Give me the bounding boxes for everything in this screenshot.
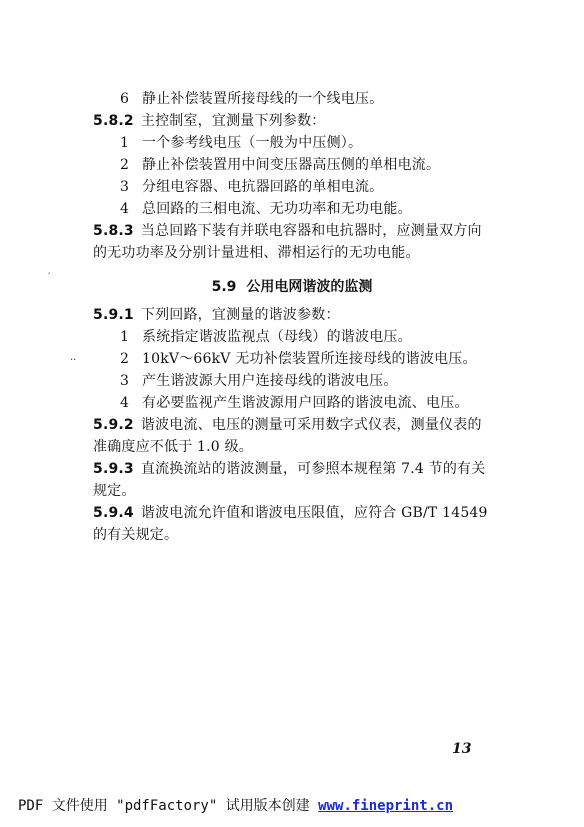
list-item — [120, 329, 530, 345]
item-number: 2 — [120, 157, 130, 173]
clause-number: 5.8.2 — [93, 113, 134, 129]
list-item — [120, 179, 530, 195]
item-number: 3 — [120, 179, 130, 195]
list-item — [120, 201, 530, 217]
clause-continuation — [93, 439, 503, 455]
item-text: 系统指定谐波监视点（母线）的谐波电压。 — [142, 329, 412, 345]
clause-text: 规定。 — [93, 483, 136, 499]
list-item — [120, 157, 530, 173]
item-number: 6 — [120, 91, 130, 107]
clause-text: 谐波电流允许值和谐波电压限值，应符合 GB/T 14549 — [140, 505, 488, 521]
item-number: 4 — [120, 395, 130, 411]
list-item — [120, 395, 530, 411]
item-text: 产生谐波源大用户连接母线的谐波电压。 — [142, 373, 398, 389]
clause-text: 下列回路，宜测量的谐波参数： — [140, 307, 340, 323]
clause-text: 的有关规定。 — [93, 527, 179, 543]
list-item — [120, 351, 530, 367]
item-text: 分组电容器、电抗器回路的单相电流。 — [142, 179, 384, 195]
item-number: 3 — [120, 373, 130, 389]
item-number: 1 — [120, 329, 130, 345]
clause-5-9-3 — [93, 461, 503, 477]
clause-number: 5.9.4 — [93, 505, 134, 521]
section-number: 5.9 — [211, 279, 237, 295]
stray-mark: ·· — [70, 355, 77, 366]
item-text: 静止补偿装置用中间变压器高压侧的单相电流。 — [142, 157, 441, 173]
clause-5-8-3 — [93, 223, 503, 239]
item-text: 有必要监视产生谐波源用户回路的谐波电流、电压。 — [142, 395, 469, 411]
clause-number: 5.8.3 — [93, 223, 134, 239]
clause-text: 的无功功率及分别计量进相、滞相运行的无功电能。 — [93, 245, 420, 261]
section-heading — [0, 279, 584, 295]
clause-text: 主控制室，宜测量下列参数： — [140, 113, 326, 129]
item-text: 一个参考线电压（一般为中压侧）。 — [142, 135, 363, 151]
pdf-footer — [18, 795, 453, 815]
clause-number: 5.9.3 — [93, 461, 134, 477]
clause-continuation — [93, 483, 503, 499]
section-title: 公用电网谐波的监测 — [246, 279, 373, 295]
list-item — [120, 91, 530, 107]
clause-5-9-4 — [93, 505, 503, 521]
clause-text: 准确度应不低于 1.0 级。 — [93, 439, 253, 455]
list-item — [120, 135, 530, 151]
clause-continuation — [93, 245, 503, 261]
list-item — [120, 373, 530, 389]
clause-5-9-2 — [93, 417, 503, 433]
clause-text: 当总回路下装有并联电容器和电抗器时，应测量双方向 — [140, 223, 482, 239]
clause-text: 直流换流站的谐波测量，可参照本规程第 7.4 节的有关 — [140, 461, 486, 477]
stray-mark: ′ — [48, 272, 51, 283]
clause-number: 5.9.2 — [93, 417, 134, 433]
item-number: 4 — [120, 201, 130, 217]
clause-text: 谐波电流、电压的测量可采用数字式仪表，测量仪表的 — [140, 417, 482, 433]
item-text: 静止补偿装置所接母线的一个线电压。 — [142, 91, 384, 107]
footer-link[interactable]: www.fineprint.cn — [318, 798, 454, 814]
footer-text: PDF 文件使用 "pdfFactory" 试用版本创建 — [18, 798, 319, 814]
item-text: 10kV～66kV 无功补偿装置所连接母线的谐波电压。 — [142, 351, 477, 367]
clause-5-8-2 — [93, 113, 503, 129]
clause-number: 5.9.1 — [93, 307, 134, 323]
item-text: 总回路的三相电流、无功功率和无功电能。 — [142, 201, 412, 217]
item-number: 1 — [120, 135, 130, 151]
clause-continuation — [93, 527, 503, 543]
page-number: 13 — [452, 741, 472, 757]
item-number: 2 — [120, 351, 130, 367]
clause-5-9-1 — [93, 307, 503, 323]
